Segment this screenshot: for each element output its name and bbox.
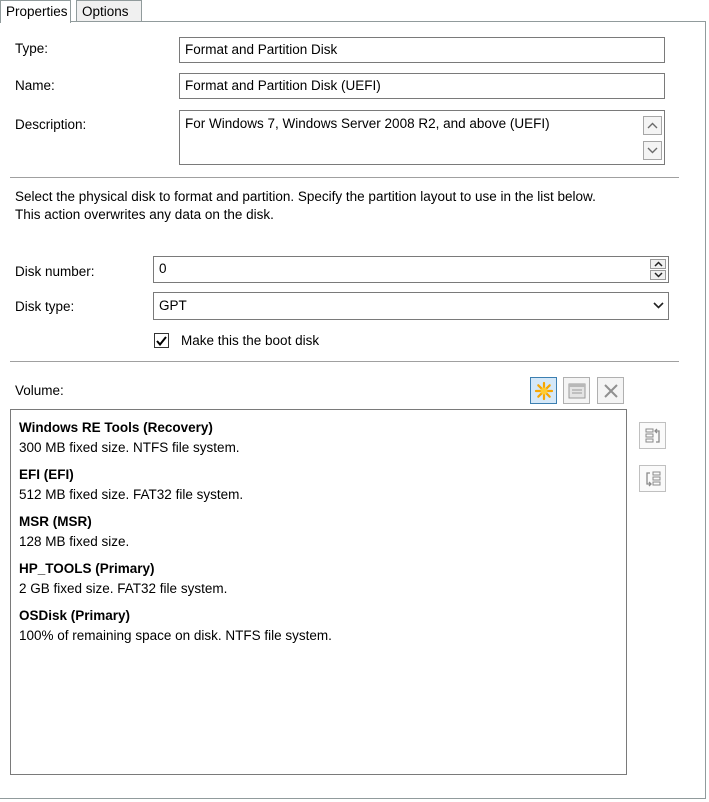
- list-item[interactable]: [19, 418, 626, 458]
- tab-options[interactable]: Options: [76, 0, 142, 22]
- spin-down-button[interactable]: [650, 270, 666, 280]
- panel-border-bottom: [0, 798, 706, 799]
- volume-title: EFI (EFI): [19, 467, 74, 482]
- chevron-up-icon: [654, 261, 663, 267]
- volume-title: Windows RE Tools (Recovery): [19, 420, 213, 435]
- tab-baseline: [0, 21, 705, 22]
- volume-description: 100% of remaining space on disk. NTFS file system.: [19, 628, 332, 643]
- volume-list[interactable]: [10, 409, 627, 775]
- instructions-line-2: This action overwrites any data on the disk.: [15, 207, 274, 222]
- chevron-down-icon: [654, 272, 663, 278]
- disk-type-value: GPT: [159, 298, 187, 313]
- properties-icon: [568, 383, 586, 399]
- chevron-down-icon: [647, 147, 658, 154]
- name-input[interactable]: Format and Partition Disk (UEFI): [179, 73, 665, 99]
- delete-volume-button[interactable]: [597, 377, 624, 404]
- scroll-up-button[interactable]: [643, 116, 662, 135]
- move-up-button[interactable]: [639, 422, 666, 449]
- volume-description: 300 MB fixed size. NTFS file system.: [19, 440, 240, 455]
- move-up-icon: [644, 427, 662, 445]
- new-volume-button[interactable]: [530, 377, 557, 404]
- dropdown-button[interactable]: [652, 299, 664, 311]
- name-label: Name:: [15, 78, 55, 93]
- volume-description: 128 MB fixed size.: [19, 534, 130, 549]
- disk-number-stepper[interactable]: [153, 256, 669, 283]
- disk-type-select[interactable]: [153, 292, 669, 320]
- list-item[interactable]: [19, 465, 626, 505]
- chevron-down-icon: [653, 302, 664, 309]
- volume-label: Volume:: [15, 383, 64, 398]
- scroll-down-button[interactable]: [643, 141, 662, 160]
- disk-number-label: Disk number:: [15, 264, 95, 279]
- description-text: For Windows 7, Windows Server 2008 R2, and above (UEFI): [185, 116, 550, 131]
- volume-properties-button[interactable]: [563, 377, 590, 404]
- boot-disk-label: Make this the boot disk: [181, 333, 320, 348]
- boot-disk-checkbox[interactable]: [154, 333, 169, 348]
- tab-properties[interactable]: Properties: [0, 0, 71, 23]
- volume-description: 2 GB fixed size. FAT32 file system.: [19, 581, 228, 596]
- disk-number-value: 0: [159, 261, 167, 276]
- description-textarea[interactable]: [179, 110, 665, 165]
- separator-top: [10, 177, 679, 179]
- delete-x-icon: [603, 383, 619, 399]
- list-item[interactable]: [19, 559, 626, 599]
- separator-middle: [10, 361, 679, 363]
- volume-title: MSR (MSR): [19, 514, 92, 529]
- new-star-icon: [534, 381, 554, 401]
- list-item[interactable]: [19, 606, 626, 646]
- checkmark-icon: [156, 336, 167, 346]
- description-label: Description:: [15, 117, 87, 132]
- volume-title: OSDisk (Primary): [19, 608, 131, 623]
- move-down-button[interactable]: [639, 465, 666, 492]
- type-field: Format and Partition Disk: [179, 37, 665, 63]
- list-item[interactable]: [19, 512, 626, 552]
- move-down-icon: [644, 470, 662, 488]
- disk-type-label: Disk type:: [15, 299, 75, 314]
- panel-border-right: [705, 21, 706, 799]
- instructions-line-1: Select the physical disk to format and partition. Specify the partition layout to use in the list below.: [15, 189, 596, 204]
- volume-title: HP_TOOLS (Primary): [19, 561, 155, 576]
- volume-description: 512 MB fixed size. FAT32 file system.: [19, 487, 244, 502]
- type-label: Type:: [15, 41, 49, 56]
- chevron-up-icon: [647, 122, 658, 129]
- spin-up-button[interactable]: [650, 259, 666, 269]
